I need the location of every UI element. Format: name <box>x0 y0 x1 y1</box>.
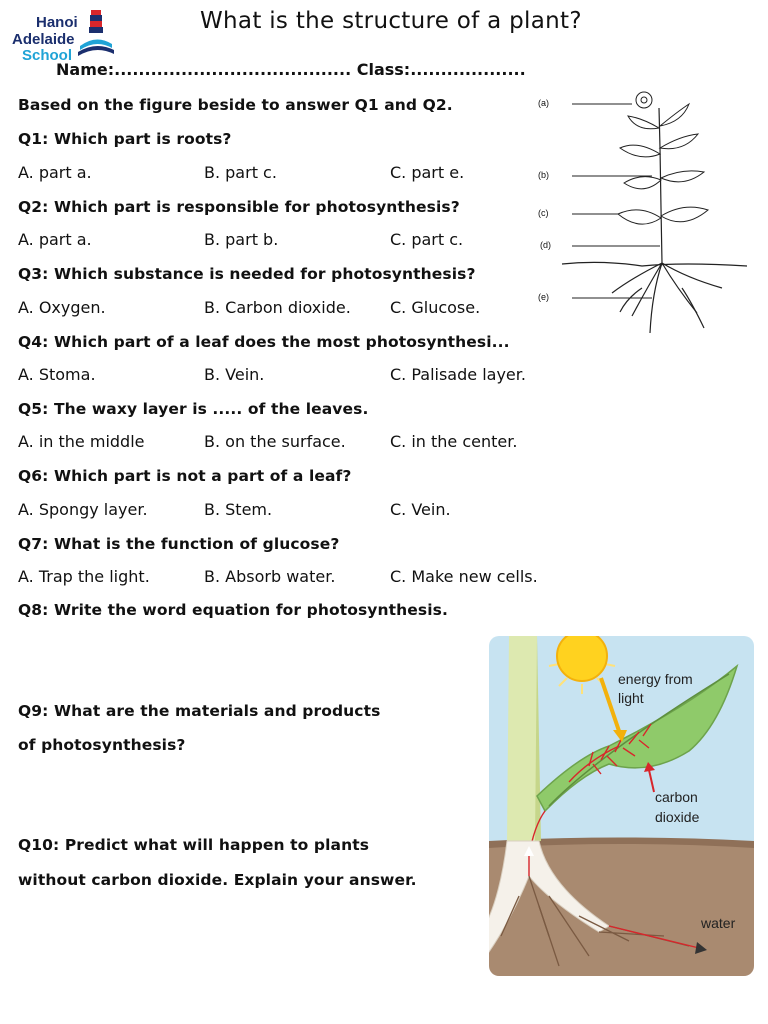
option-a: A. part a. <box>18 163 92 182</box>
question-10-line-2: without carbon dioxide. Explain your answer. <box>18 871 417 889</box>
plant-label-d: (d) <box>540 240 551 250</box>
option-a: A. in the middle <box>18 432 145 451</box>
plant-label-c: (c) <box>538 208 549 218</box>
option-a: A. part a. <box>18 230 92 249</box>
plant-structure-figure <box>532 88 764 344</box>
plant-label-b: (b) <box>538 170 549 180</box>
option-a: A. Stoma. <box>18 365 96 384</box>
option-c: C. Vein. <box>390 500 451 519</box>
label-carbon-line-2: dioxide <box>655 809 700 825</box>
option-c: C. part c. <box>390 230 464 249</box>
logo-text-school: School <box>22 47 73 64</box>
page-title: What is the structure of a plant? <box>200 8 582 34</box>
question-2: Q2: Which part is responsible for photosynthesis? <box>18 198 460 216</box>
question-7: Q7: What is the function of glucose? <box>18 535 340 553</box>
plant-diagram <box>532 88 764 344</box>
plant-label-e: (e) <box>538 292 549 302</box>
option-c: C. Glucose. <box>390 298 481 317</box>
photosynthesis-illustration <box>489 636 754 976</box>
question-6: Q6: Which part is not a part of a leaf? <box>18 467 352 485</box>
option-b: B. Absorb water. <box>204 567 336 586</box>
option-b: B. Carbon dioxide. <box>204 298 351 317</box>
lighthouse-icon <box>78 8 114 58</box>
question-4: Q4: Which part of a leaf does the most photosynthesi... <box>18 333 510 351</box>
label-energy-line-2: light <box>618 690 644 706</box>
option-c: C. part e. <box>390 163 465 182</box>
name-class-line: Name:....................................... Class:................... <box>56 60 526 79</box>
question-8: Q8: Write the word equation for photosynthesis. <box>18 601 448 619</box>
label-water: water <box>701 915 736 931</box>
question-9-line-1: Q9: What are the materials and products <box>18 702 381 720</box>
question-9-line-2: of photosynthesis? <box>18 736 186 754</box>
option-b: B. on the surface. <box>204 432 346 451</box>
option-c: C. Make new cells. <box>390 567 538 586</box>
question-1: Q1: Which part is roots? <box>18 130 232 148</box>
option-c: C. in the center. <box>390 432 518 451</box>
question-10-line-1: Q10: Predict what will happen to plants <box>18 836 370 854</box>
school-logo <box>12 8 112 66</box>
option-a: A. Spongy layer. <box>18 500 148 519</box>
question-3: Q3: Which substance is needed for photosynthesis? <box>18 265 476 283</box>
option-b: B. Stem. <box>204 500 273 519</box>
logo-text-hanoi: Hanoi <box>36 14 78 31</box>
option-a: A. Oxygen. <box>18 298 106 317</box>
label-energy-line-1: energy from <box>618 671 693 687</box>
option-a: A. Trap the light. <box>18 567 150 586</box>
option-b: B. part c. <box>204 163 277 182</box>
intro-instruction: Based on the figure beside to answer Q1 and Q2. <box>18 96 453 114</box>
label-carbon-line-1: carbon <box>655 789 698 805</box>
question-5: Q5: The waxy layer is ..... of the leaves. <box>18 400 369 418</box>
option-b: B. part b. <box>204 230 279 249</box>
option-b: B. Vein. <box>204 365 265 384</box>
option-c: C. Palisade layer. <box>390 365 526 384</box>
plant-label-a: (a) <box>538 98 549 108</box>
logo-text-adelaide: Adelaide <box>12 31 75 48</box>
